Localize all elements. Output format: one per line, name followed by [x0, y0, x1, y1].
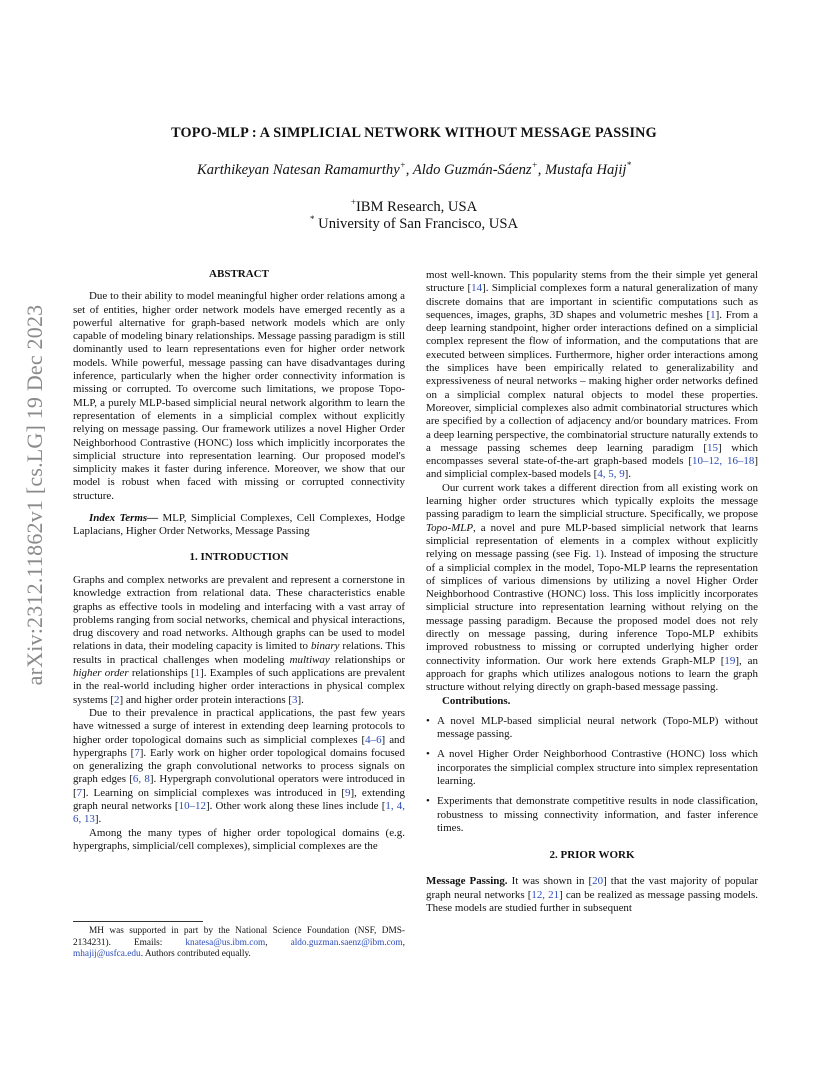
- introduction-heading: 1. INTRODUCTION: [189, 550, 289, 563]
- right-column: [426, 269, 758, 915]
- abstract-text: Due to their ability to model meaningful higher order relations among a set of entities, higher order network models have emerged recently as a powerful alternative for graph-based network models which are only capable of modeling binary relationships. Message passing paradigm is still dominantly used to learn representations even for higher order network models. While powerful, message passing can have disadvantages during inference, particularly when the higher order connectivity information is missing or corrupted. To overcome such limitations, we propose Topo-MLP, a purely MLP-based simplicial neural network algorithm to learn the representation of elements in a simplicial complex without explicitly relying on message passing. Our framework utilizes a novel Higher Order Neighborhood Contrastive (HONC) loss which implicitly incorporates the simplicial structure into representation learning. Our proposed model's simplicity makes it faster during inference. Moreover, we show that our model is robust when faced with missing or corrupted connectivity structure.: [73, 290, 405, 502]
- index-terms-text: MLP, Simplicial Complexes, Cell Complexes, Hodge Laplacians, Higher Order Networks, Message Passing: [73, 512, 405, 538]
- text-run: . Authors contributed equally.: [140, 949, 251, 960]
- text-run: ]. Learning on simplicial complexes was introduced in [: [82, 786, 345, 799]
- citation-link[interactable]: 6, 8: [132, 773, 150, 786]
- paragraph-label: Message Passing.: [426, 875, 508, 888]
- list-item: • Experiments that demonstrate competitive results in node classification, robustness to missing connectivity information, and faster inference times.: [426, 795, 758, 835]
- text-run: ].: [94, 813, 102, 826]
- citation-link[interactable]: 10–12: [178, 799, 206, 812]
- emphasis: multiway: [289, 653, 330, 666]
- author-2: Aldo Guzmán-Sáenz: [412, 162, 532, 178]
- citation-link[interactable]: 9: [344, 786, 351, 799]
- affiliation-2: [0, 216, 828, 233]
- intro-paragraph-1: [73, 574, 405, 707]
- email-link[interactable]: knatesa@us.ibm.com: [185, 937, 266, 948]
- citation-link[interactable]: 4, 5, 9: [597, 468, 625, 481]
- arxiv-identifier-margin: [10, 280, 60, 710]
- text-run: ] that the vast majority of popular graph neural networks [: [426, 875, 758, 901]
- text-run: ]. Other work along these lines include [: [205, 799, 386, 812]
- message-passing-paragraph: [426, 875, 758, 915]
- text-run: ], an approach for graphs which utilizes analogous notions to learn the graph structure without relying directly on graph-based message passing.: [426, 654, 758, 694]
- author-1: Karthikeyan Natesan Ramamurthy: [197, 162, 400, 178]
- citation-link[interactable]: 10–12, 16–18: [692, 455, 755, 468]
- text-run: Graphs and complex networks are prevalent and represent a cornerstone in knowledge extraction from relational data. These characteristics enable graphs as effective tools in modeling and interfacing with a vast array of problems ranging from social networks, chemical and physical interactions, drug discovery and road networks. Although graphs can be used to model relations in data, their modeling capacity is limited to: [73, 573, 405, 653]
- citation-link[interactable]: 7: [76, 786, 83, 799]
- text-run: relationships or: [329, 653, 405, 666]
- text-run: It was shown in [: [507, 875, 593, 888]
- right-paragraph-2: [426, 482, 758, 695]
- text-run: relationships [: [128, 667, 195, 680]
- arxiv-identifier: arXiv:2312.11862v1 [cs.LG] 19 Dec 2023: [22, 304, 47, 686]
- text-run: ). Instead of imposing the structure of a simplicial complex in the model, Topo-MLP learns the representation of simplices of various dimensions by utilizing a novel Higher Order Neighborhood Contrastive (HONC) loss. This loss implicitly incorporates simplicial structure into representation learning without relying on the message passing paradigm. Because the proposed model does not rely directly on message passing, during inference Topo-MLP exhibits improved robustness to missing or corrupted underlying higher order connectivity information. Our work here extends Graph-MLP [: [426, 548, 758, 667]
- author-3-mark: *: [626, 160, 631, 170]
- affiliation-1-text: IBM Research, USA: [355, 199, 478, 215]
- text-run: ] can be realized as message passing models. These models are studied further in subsequent: [426, 888, 758, 915]
- email-link[interactable]: mhajij@usfca.edu: [73, 949, 141, 960]
- index-terms-label: Index Terms—: [89, 512, 159, 525]
- intro-paragraph-2: [73, 707, 405, 827]
- text-run: ].: [297, 693, 304, 706]
- citation-link[interactable]: 2: [114, 693, 120, 706]
- emphasis: Topo-MLP: [426, 521, 474, 534]
- text-run: Due to their prevalence in practical applications, the past few years have witnessed a surge of interest in extending deep learning protocols to higher order topological domains such as simplicial complexes [: [73, 706, 405, 746]
- email-link[interactable]: aldo.guzman.saenz@ibm.com: [290, 937, 403, 948]
- text-run: ,: [402, 937, 405, 948]
- text-run: ]. Early work on higher order topological domains focused on generalizing the graph convolutional networks to process signals on graph edges [: [73, 746, 405, 786]
- paper-title: TOPO-MLP : A SIMPLICIAL NETWORK WITHOUT MESSAGE PASSING: [171, 125, 657, 141]
- citation-link[interactable]: 7: [134, 746, 140, 759]
- text-run: ] and higher order protein interactions [: [119, 693, 292, 706]
- index-terms: [73, 512, 405, 539]
- citation-link[interactable]: 1, 4, 6, 13: [73, 799, 405, 826]
- left-column: [73, 268, 405, 853]
- affiliation-2-text: University of San Francisco, USA: [318, 216, 518, 232]
- text-run: MH was supported in part by the National Science Foundation (NSF, DMS-2134231). Emails:: [73, 926, 405, 948]
- author-1-mark: +: [399, 160, 406, 170]
- citation-link[interactable]: 1: [194, 667, 201, 680]
- intro-paragraph-3: Among the many types of higher order topological domains (e.g. hypergraphs, simplicial/cell complexes), simplicial complexes are the: [73, 826, 405, 852]
- text-run: , a novel and pure MLP-based simplicial network that learns simplicial representation of elements in a complex without explicitly relying on message passing (see Fig.: [426, 521, 758, 561]
- citation-link[interactable]: 1: [710, 308, 716, 321]
- figure-link[interactable]: 1: [594, 548, 601, 561]
- abstract-heading: ABSTRACT: [209, 268, 269, 280]
- text-run: ]. Examples of such applications are prevalent in the real-world including higher order interactions in physical complex systems [: [73, 667, 405, 706]
- footnote-rule: [73, 921, 203, 922]
- emphasis: higher order: [73, 667, 129, 680]
- contributions-heading: Contributions.: [442, 694, 511, 707]
- text-run: ,: [265, 937, 291, 948]
- text-run: ] and hypergraphs [: [73, 733, 405, 759]
- affiliation-1: [0, 199, 828, 216]
- citation-link[interactable]: 14: [471, 282, 483, 295]
- emphasis: binary: [310, 640, 340, 653]
- text-run: ] and simplicial complex-based models [: [426, 455, 758, 481]
- right-paragraph-1: [426, 269, 758, 482]
- text-run: ]. Simplicial complexes form a natural generalization of many discrete domains that are important in scientific computations such as sequences, images, graphs, 3D shapes and volumetric meshes [: [426, 282, 758, 321]
- affiliation-2-mark: *: [310, 214, 315, 224]
- author-line: Karthikeyan Natesan Ramamurthy+, Aldo Guzmán-Sáenz+, Mustafa Hajij*: [197, 160, 631, 178]
- author-3: Mustafa Hajij: [544, 162, 627, 178]
- text-run: ] which encompasses several state-of-the-art graph-based models [: [426, 441, 758, 468]
- citation-link[interactable]: 12, 21: [531, 888, 560, 901]
- citation-link[interactable]: 4–6: [365, 733, 382, 746]
- text-run: ], extending graph neural networks [: [73, 786, 405, 812]
- list-item: • A novel Higher Order Neighborhood Contrastive (HONC) loss which incorporates the simplicial complex structure into simplex representation learning.: [426, 748, 758, 788]
- prior-work-heading: 2. PRIOR WORK: [549, 849, 635, 862]
- footnote: [73, 926, 405, 961]
- list-item: • A novel MLP-based simplicial neural network (Topo-MLP) without message passing.: [426, 715, 758, 742]
- author-2-mark: +: [531, 160, 538, 170]
- text-run: most well-known. This popularity stems from the their simple yet general structure [: [426, 269, 758, 295]
- text-run: ].: [624, 468, 632, 481]
- citation-link[interactable]: 3: [292, 693, 298, 706]
- text-run: Our current work takes a different direction from all existing work on learning higher order structures which typically exploits the message passing paradigm to learn the simplicial structure. Specifically, we propose: [426, 481, 758, 521]
- text-run: ]. Hypergraph convolutional operators were introduced in [: [73, 773, 405, 799]
- text-run: ]. From a deep learning standpoint, higher order interactions defined on a simplicial complex represent the flow of information, and the computations that are executed between simplices. Furthermore, higher order interactions among the simplices have been empirically related to generalizability and expressiveness of neural networks – making higher order networks defined on a simplicial complex natural objects to model these properties. Moreover, simplicial complexes also admit combinatorial structures which are specified by a collection of adjacency and/or boundary matrices. From a deep learning perspective, the combinatorial structure naturally extends to a message passing schemes deep learning paradigm [: [426, 308, 758, 454]
- text-run: relations. This results in practical challenges when modeling: [73, 640, 405, 666]
- citation-link[interactable]: 20: [592, 875, 604, 888]
- contributions-list: [426, 715, 758, 835]
- citation-link[interactable]: 19: [724, 654, 736, 667]
- citation-link[interactable]: 15: [707, 441, 718, 454]
- affiliation-1-mark: +: [350, 197, 356, 207]
